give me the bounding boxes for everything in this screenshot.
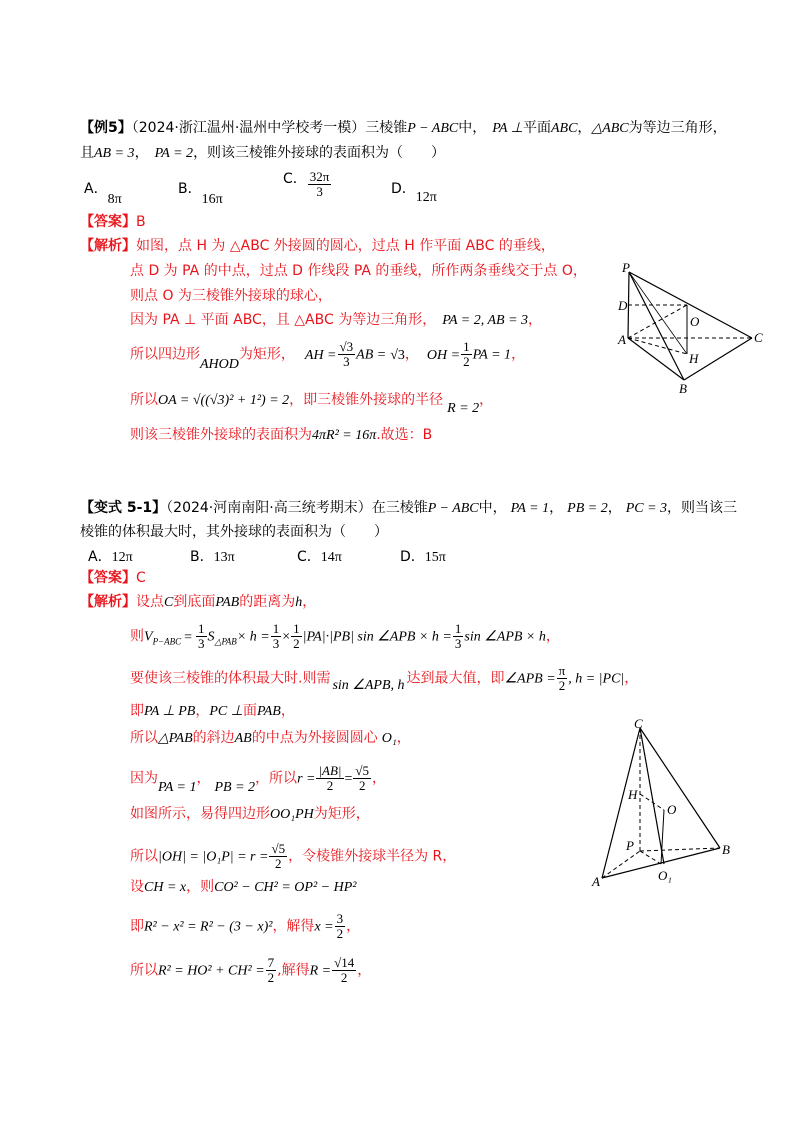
- analysis-text: ，: [479, 392, 494, 408]
- math: =: [344, 771, 353, 787]
- analysis-text: 即: [130, 703, 144, 719]
- option-a: [88, 546, 133, 566]
- math: 4πR² = 16π: [312, 428, 377, 443]
- analysis-line-1: [80, 592, 316, 613]
- denominator: 2: [336, 926, 344, 941]
- numerator: 3: [336, 911, 344, 926]
- analysis-text: 所以: [130, 848, 158, 865]
- option-value: 16π: [201, 192, 223, 207]
- analysis-label: 【解析】: [80, 594, 136, 610]
- numerator: |AB|: [318, 763, 342, 778]
- example-tag: 【变式 5-1】: [80, 500, 167, 516]
- option-value: 12π: [415, 190, 437, 205]
- option-value: 14π: [320, 550, 342, 565]
- fraction: [332, 956, 356, 985]
- option-letter: A．: [88, 549, 112, 565]
- numerator: √5: [355, 763, 370, 778]
- math: S: [207, 629, 215, 645]
- numerator: 1: [272, 621, 280, 636]
- analysis-text: 的斜边: [192, 730, 235, 746]
- analysis-line-7: [130, 804, 370, 825]
- point-p-label: P: [622, 262, 630, 275]
- option-a: [84, 178, 122, 207]
- analysis-line-3: [130, 664, 638, 693]
- example-5-stem-line-1: [80, 118, 727, 139]
- option-letter: B．: [190, 549, 214, 565]
- math: x =: [314, 919, 334, 935]
- analysis-text: ，: [195, 703, 210, 719]
- answer-value: C: [136, 570, 146, 586]
- option-c: [297, 546, 342, 566]
- math: C: [164, 595, 174, 610]
- numerator: 1: [198, 621, 205, 636]
- math: ABC: [550, 121, 578, 136]
- math: |OH| = |O₁P| = r =: [158, 849, 269, 865]
- stem-text: 平面: [522, 120, 551, 136]
- denominator: 2: [358, 778, 366, 793]
- math: AB: [234, 731, 252, 746]
- stem-text: 且: [80, 145, 94, 161]
- fraction: [291, 622, 302, 651]
- analysis-text: 所以四边形: [130, 346, 200, 363]
- denominator: 2: [558, 678, 566, 693]
- point-a-label: A: [592, 874, 600, 889]
- analysis-line-1: [80, 236, 555, 256]
- analysis-text: 设: [130, 879, 144, 895]
- point-a-label: A: [618, 332, 626, 347]
- stem-text: ，: [577, 120, 592, 136]
- option-value: 8π: [107, 192, 122, 207]
- analysis-text: ，: [302, 594, 317, 610]
- option-letter: B．: [178, 181, 202, 197]
- answer-line: [80, 212, 146, 232]
- denominator: 2: [267, 970, 275, 985]
- analysis-text: ,解得: [277, 962, 310, 979]
- denominator: 3: [343, 354, 350, 369]
- analysis-label: 【解析】: [80, 238, 136, 254]
- source: （2024·浙江温州·温州中学校考一模）: [131, 120, 366, 136]
- math: =: [184, 629, 193, 645]
- numerator: π: [558, 663, 566, 678]
- analysis-text: ，令棱锥外接球半径为 R，: [288, 848, 457, 865]
- analysis-text: 则: [130, 628, 144, 645]
- stem-text: ，则该三棱锥外接球的表面积为（ ）: [193, 145, 446, 161]
- math: PB = 2: [214, 779, 256, 795]
- math: PB = 2: [567, 501, 608, 516]
- analysis-text: 达到最大值，即: [406, 670, 505, 687]
- analysis-text: ，: [511, 346, 526, 363]
- denominator: 2: [326, 778, 334, 793]
- denominator: 3: [198, 636, 205, 651]
- analysis-text: 即: [130, 918, 144, 935]
- denominator: 3: [272, 636, 280, 651]
- analysis-line-6: [130, 390, 494, 416]
- variant-stem-line-1: [80, 498, 737, 519]
- numerator: √14: [334, 955, 355, 970]
- fraction: [335, 912, 346, 941]
- analysis-text: ，: [196, 770, 211, 787]
- math-subscript: △PAB: [214, 636, 237, 647]
- analysis-text: 如图，点 H 为 △ABC 外接圆的圆心，过点 H 作平面 ABC 的垂线，: [136, 238, 555, 254]
- analysis-line-3: [130, 286, 332, 306]
- analysis-text: .故选：B: [376, 427, 433, 443]
- math-subscript: P−ABC: [152, 636, 182, 647]
- point-p-label: P: [626, 838, 634, 853]
- numerator: 1: [293, 621, 300, 636]
- fraction: [461, 340, 472, 369]
- analysis-text: 则该三棱锥外接球的表面积为: [130, 427, 312, 443]
- option-letter: D．: [400, 549, 425, 565]
- stem-text: 在三棱锥: [371, 500, 428, 516]
- fraction: [196, 622, 207, 651]
- math: PA ⊥: [492, 121, 523, 136]
- answer-value: B: [136, 214, 146, 230]
- math: PA = 1: [510, 501, 550, 516]
- analysis-text: 为矩形，: [313, 806, 370, 822]
- analysis-text: 因为 PA ⊥ 平面 ABC，且 △ABC 为等边三角形，: [130, 312, 437, 328]
- analysis-text: 到底面: [173, 594, 216, 610]
- point-c-label: C: [634, 716, 643, 731]
- fraction: [338, 340, 356, 369]
- stem-text: ，: [134, 145, 149, 161]
- analysis-line-11: [130, 956, 371, 985]
- math: √3: [390, 347, 405, 363]
- point-d-label: D: [618, 298, 628, 313]
- numerator: 1: [454, 621, 462, 636]
- variant-stem-line-2: [80, 522, 388, 542]
- point-c-label: C: [754, 330, 763, 345]
- math: CH = x: [144, 880, 187, 895]
- stem-text: ，则当该三: [667, 500, 738, 516]
- analysis-text: ，: [624, 670, 639, 687]
- stem-text: 为等边三角形，: [628, 120, 727, 136]
- option-letter: D．: [391, 181, 416, 197]
- option-b: [178, 178, 223, 207]
- stem-text: 中，: [458, 120, 487, 136]
- option-letter: C．: [283, 170, 307, 187]
- math: PC = 3: [625, 501, 668, 516]
- stem-text: 中，: [478, 500, 507, 516]
- analysis-text: ，: [372, 770, 387, 787]
- math: PA = 2, AB = 3: [442, 313, 529, 328]
- math: AHOD: [200, 356, 239, 372]
- math: OA = √((√3)² + 1²) = 2: [158, 393, 290, 408]
- analysis-text: 点 D 为 PA 的中点，过点 D 作线段 PA 的垂线，所作两条垂线交于点 O，: [130, 263, 587, 279]
- math: ×: [282, 629, 291, 645]
- math: PA = 2: [154, 146, 194, 161]
- point-h-label: H: [628, 787, 638, 802]
- analysis-text: 则点 O 为三棱锥外接球的球心，: [130, 288, 332, 304]
- math: PAB: [215, 595, 240, 610]
- math: R² − x² = R² − (3 − x)²: [144, 919, 273, 935]
- option-value: 12π: [111, 550, 133, 565]
- pyramid-figure-2: [588, 716, 748, 891]
- math: R² = HO² + CH² =: [158, 963, 265, 979]
- denominator: 2: [293, 636, 300, 651]
- analysis-text: 如图所示，易得四边形: [130, 806, 270, 822]
- option-c: [283, 170, 332, 199]
- point-o-label: O: [690, 314, 700, 329]
- answer-label: 【答案】: [80, 214, 136, 230]
- fraction: [453, 622, 464, 651]
- math: PA ⊥ PB: [144, 704, 196, 719]
- analysis-line-7: [130, 425, 432, 446]
- math: R = 2: [447, 401, 480, 416]
- fraction: [316, 764, 343, 793]
- analysis-text: ，: [346, 918, 361, 935]
- example-5-stem-line-2: [80, 143, 445, 164]
- analysis-text: ，则: [186, 879, 215, 895]
- answer-label: 【答案】: [80, 570, 136, 586]
- denominator: 2: [275, 856, 282, 871]
- example-tag: 【例5】: [80, 120, 132, 136]
- math: △PAB: [158, 731, 193, 746]
- math: CO² − CH² = OP² − HP²: [214, 880, 357, 895]
- analysis-text: ，: [545, 628, 560, 645]
- stem-text: ，: [607, 500, 622, 516]
- fraction: [266, 956, 277, 985]
- point-o-label: O: [667, 802, 677, 817]
- analysis-text: ，即三棱锥外接球的半径: [289, 392, 444, 408]
- numerator: 1: [463, 339, 470, 354]
- numerator: 7: [267, 955, 275, 970]
- numerator: √3: [339, 339, 354, 354]
- math: PA = 1: [472, 347, 512, 363]
- analysis-line-2: [130, 622, 560, 651]
- math: V: [144, 629, 153, 645]
- denominator: 2: [463, 354, 470, 369]
- analysis-line-9: [130, 877, 356, 898]
- math: PA = 1: [158, 779, 197, 795]
- option-value: 15π: [424, 550, 446, 565]
- fraction: [353, 764, 371, 793]
- math: sin ∠APB, h: [332, 677, 405, 693]
- analysis-text: ，: [396, 730, 411, 746]
- analysis-line-8: [130, 842, 456, 871]
- analysis-line-5: [130, 728, 411, 749]
- math: AB = 3: [94, 146, 135, 161]
- fraction: [271, 622, 282, 651]
- math: , h = |PC|: [568, 671, 625, 687]
- denominator: 2: [340, 970, 348, 985]
- math: |PA|·|PB| sin ∠APB × h =: [302, 629, 452, 645]
- math: △ABC: [591, 121, 629, 136]
- analysis-text: 为矩形，: [238, 346, 295, 363]
- option-d: [400, 546, 446, 566]
- point-b-label: B: [722, 842, 730, 857]
- point-o1-label: O₁: [658, 868, 672, 883]
- option-fraction: [308, 170, 332, 199]
- math: P − ABC: [427, 501, 479, 516]
- math: AB =: [356, 347, 387, 363]
- math: ∠APB =: [504, 671, 556, 687]
- math: × h =: [236, 629, 270, 645]
- stem-text: ，: [549, 500, 564, 516]
- math: PAB: [256, 704, 281, 719]
- math: OH =: [426, 347, 461, 363]
- fraction: [269, 842, 287, 871]
- math: P − ABC: [407, 121, 459, 136]
- stem-text: 棱锥的体积最大时，其外接球的表面积为（ ）: [80, 524, 388, 540]
- analysis-text: 所以: [130, 962, 158, 979]
- answer-line: [80, 568, 146, 588]
- math: AH =: [304, 347, 337, 363]
- analysis-line-5: [130, 339, 526, 372]
- analysis-text: 要使该三棱锥的体积最大时.则需: [130, 670, 331, 687]
- math: h: [295, 595, 303, 610]
- analysis-line-2: [130, 261, 587, 281]
- point-h-label: H: [689, 351, 699, 366]
- stem-text: 三棱锥: [365, 120, 408, 136]
- analysis-text: 所以: [130, 392, 158, 408]
- fraction: [557, 664, 568, 693]
- pyramid-figure-1: [612, 262, 772, 397]
- analysis-text: 的中点为外接圆圆心: [251, 730, 378, 746]
- analysis-text: ，解得: [272, 918, 315, 935]
- math: sin ∠APB × h: [464, 629, 546, 645]
- analysis-line-6: [130, 764, 386, 793]
- analysis-text: 的距离为: [239, 594, 296, 610]
- math: PC ⊥: [209, 704, 243, 719]
- math: OO₁PH: [270, 807, 314, 822]
- numerator: 32π: [309, 169, 330, 184]
- source: （2024·河南南阳·高三统考期末）: [166, 500, 372, 516]
- analysis-text: ，: [404, 346, 419, 363]
- analysis-line-4: [130, 310, 542, 331]
- option-letter: A．: [84, 181, 108, 197]
- denominator: 3: [454, 636, 462, 651]
- point-b-label: B: [679, 381, 687, 396]
- analysis-line-10: [130, 912, 360, 941]
- option-value: 13π: [213, 550, 235, 565]
- analysis-text: ，所以: [255, 770, 298, 787]
- option-b: [190, 546, 235, 566]
- analysis-text: ，: [280, 703, 295, 719]
- math: r =: [297, 771, 316, 787]
- numerator: √5: [271, 841, 286, 856]
- option-d: [391, 178, 437, 205]
- option-letter: C．: [297, 549, 321, 565]
- analysis-text: 因为: [130, 770, 158, 787]
- analysis-line-4: [130, 701, 295, 722]
- math: R =: [309, 963, 332, 979]
- analysis-text: 设点: [136, 594, 164, 610]
- math: O₁: [381, 731, 397, 746]
- denominator: 3: [316, 184, 323, 199]
- analysis-text: 面: [242, 703, 257, 719]
- analysis-text: 所以: [130, 730, 158, 746]
- analysis-text: ，: [528, 312, 543, 328]
- analysis-text: ，: [357, 962, 372, 979]
